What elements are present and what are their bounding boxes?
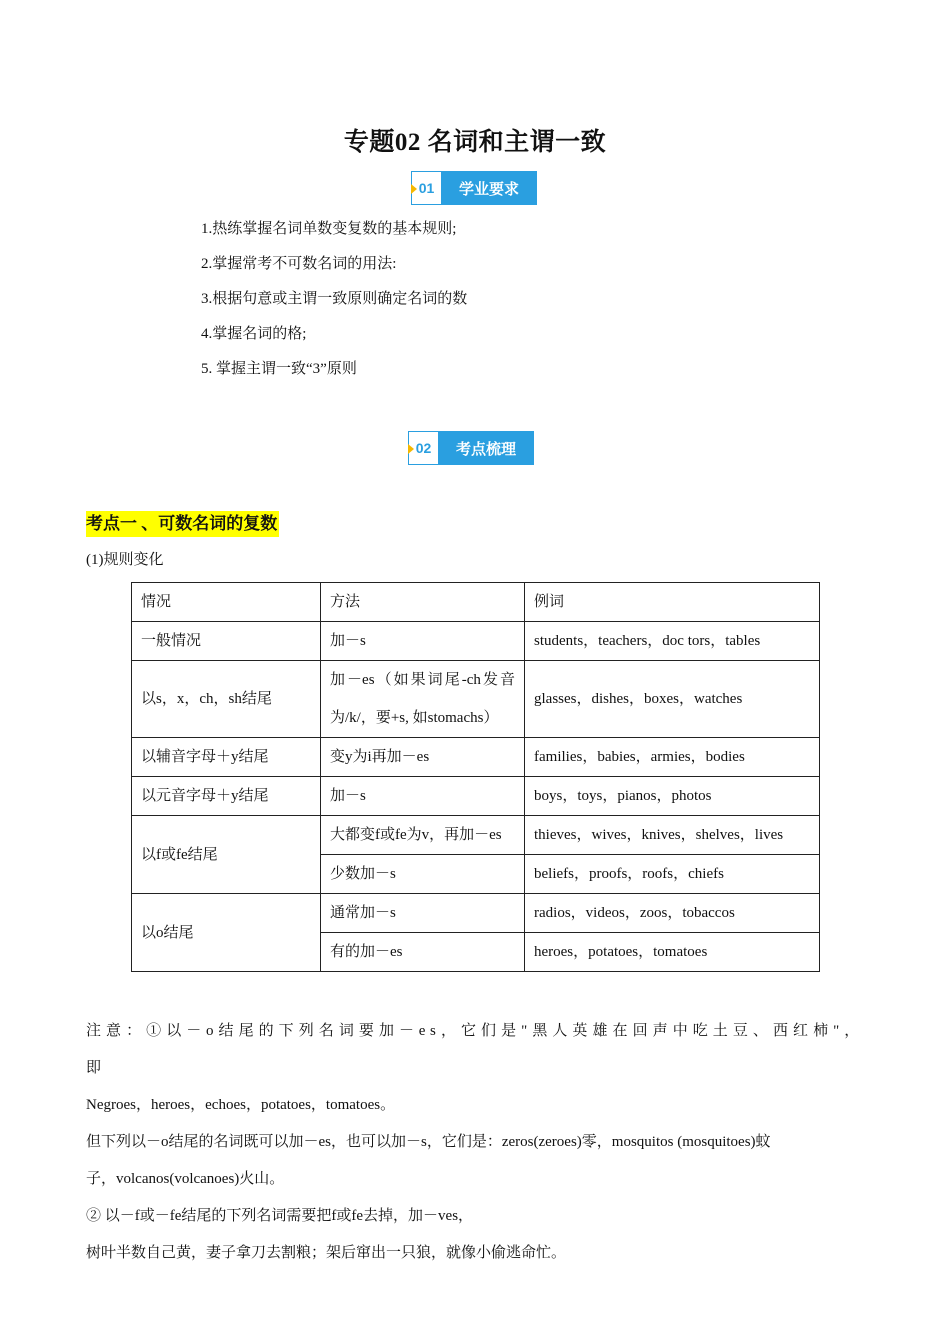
method-cell: 变y为i再加－es <box>321 738 525 777</box>
badge-number: 01 <box>411 171 441 205</box>
examples-cell: boys，toys，pianos，photos <box>525 777 820 816</box>
table-row <box>132 777 820 816</box>
method-cell: 大都变f或fe为v，再加－es <box>321 816 525 855</box>
method-cell: 少数加－s <box>321 855 525 894</box>
case-cell: 以s，x，ch，sh结尾 <box>132 661 321 738</box>
table-row <box>132 661 820 738</box>
note-paragraph: ② 以－f或－fe结尾的下列名词需要把f或fe去掉，加－ves， <box>86 1208 474 1224</box>
badge-label: 学业要求 <box>441 171 537 205</box>
case-cell: 以辅音字母＋y结尾 <box>132 738 321 777</box>
header-cell: 情况 <box>132 583 321 622</box>
method-cell: 加－es（如果词尾-ch发音为/k/，要+s, 如stomachs） <box>321 661 525 738</box>
method-cell: 通常加－s <box>321 894 525 933</box>
header-cell: 例词 <box>525 583 820 622</box>
table-row <box>132 622 820 661</box>
badge-requirements <box>411 171 537 205</box>
examples-cell: beliefs，proofs，roofs，chiefs <box>525 855 820 894</box>
section-heading: 考点一 、可数名词的复数 <box>86 511 279 537</box>
table-row <box>132 816 820 855</box>
note-paragraph: 但下列以－o结尾的名词既可以加－es，也可以加－s，它们是：zeros(zeroes)零，mosquitos (mosquitoes)蚊 <box>86 1134 771 1150</box>
requirement-item: 2.掌握常考不可数名词的用法: <box>201 256 397 272</box>
badge-key-points <box>408 431 534 465</box>
method-cell: 加－s <box>321 777 525 816</box>
case-cell: 以f或fe结尾 <box>132 816 321 894</box>
note-paragraph: Negroes，heroes，echoes，potatoes，tomatoes。 <box>86 1097 396 1113</box>
examples-cell: families，babies，armies，bodies <box>525 738 820 777</box>
table-row <box>132 894 820 933</box>
note-paragraph: 树叶半数自己黄，妻子拿刀去割粮；架后窜出一只狼，就像小偷逃命忙。 <box>86 1245 567 1261</box>
plural-rules-table <box>131 582 820 972</box>
examples-cell: students，teachers，doc tors，tables <box>525 622 820 661</box>
case-cell: 一般情况 <box>132 622 321 661</box>
table-row <box>132 738 820 777</box>
requirement-item: 5. 掌握主谓一致“3”原则 <box>201 361 357 377</box>
note-paragraph: 子，volcanos(volcanoes)火山。 <box>86 1171 285 1187</box>
table-header-row <box>132 583 820 622</box>
method-cell: 有的加－es <box>321 933 525 972</box>
examples-cell: glasses，dishes，boxes，watches <box>525 661 820 738</box>
examples-cell: radios，videos，zoos，tobaccos <box>525 894 820 933</box>
requirement-item: 3.根据句意或主谓一致原则确定名词的数 <box>201 291 468 307</box>
requirement-item: 1.热练掌握名词单数变复数的基本规则; <box>201 221 457 237</box>
requirements-list <box>201 217 467 392</box>
examples-cell: thieves，wives，knives，shelves，lives <box>525 816 820 855</box>
examples-cell: heroes，potatoes，tomatoes <box>525 933 820 972</box>
notes-block <box>86 1013 864 1272</box>
case-cell: 以o结尾 <box>132 894 321 972</box>
page-title: 专题02 名词和主谓一致 <box>343 129 607 156</box>
case-cell: 以元音字母＋y结尾 <box>132 777 321 816</box>
method-cell: 加－s <box>321 622 525 661</box>
badge-label: 考点梳理 <box>438 431 534 465</box>
section-subheading: (1)规则变化 <box>86 552 164 568</box>
note-paragraph: 注意：①以－o结尾的下列名词要加－es，它们是"黑人英雄在回声中吃土豆、西红柿"，即 <box>86 1023 864 1076</box>
badge-number: 02 <box>408 431 438 465</box>
requirement-item: 4.掌握名词的格; <box>201 326 307 342</box>
header-cell: 方法 <box>321 583 525 622</box>
